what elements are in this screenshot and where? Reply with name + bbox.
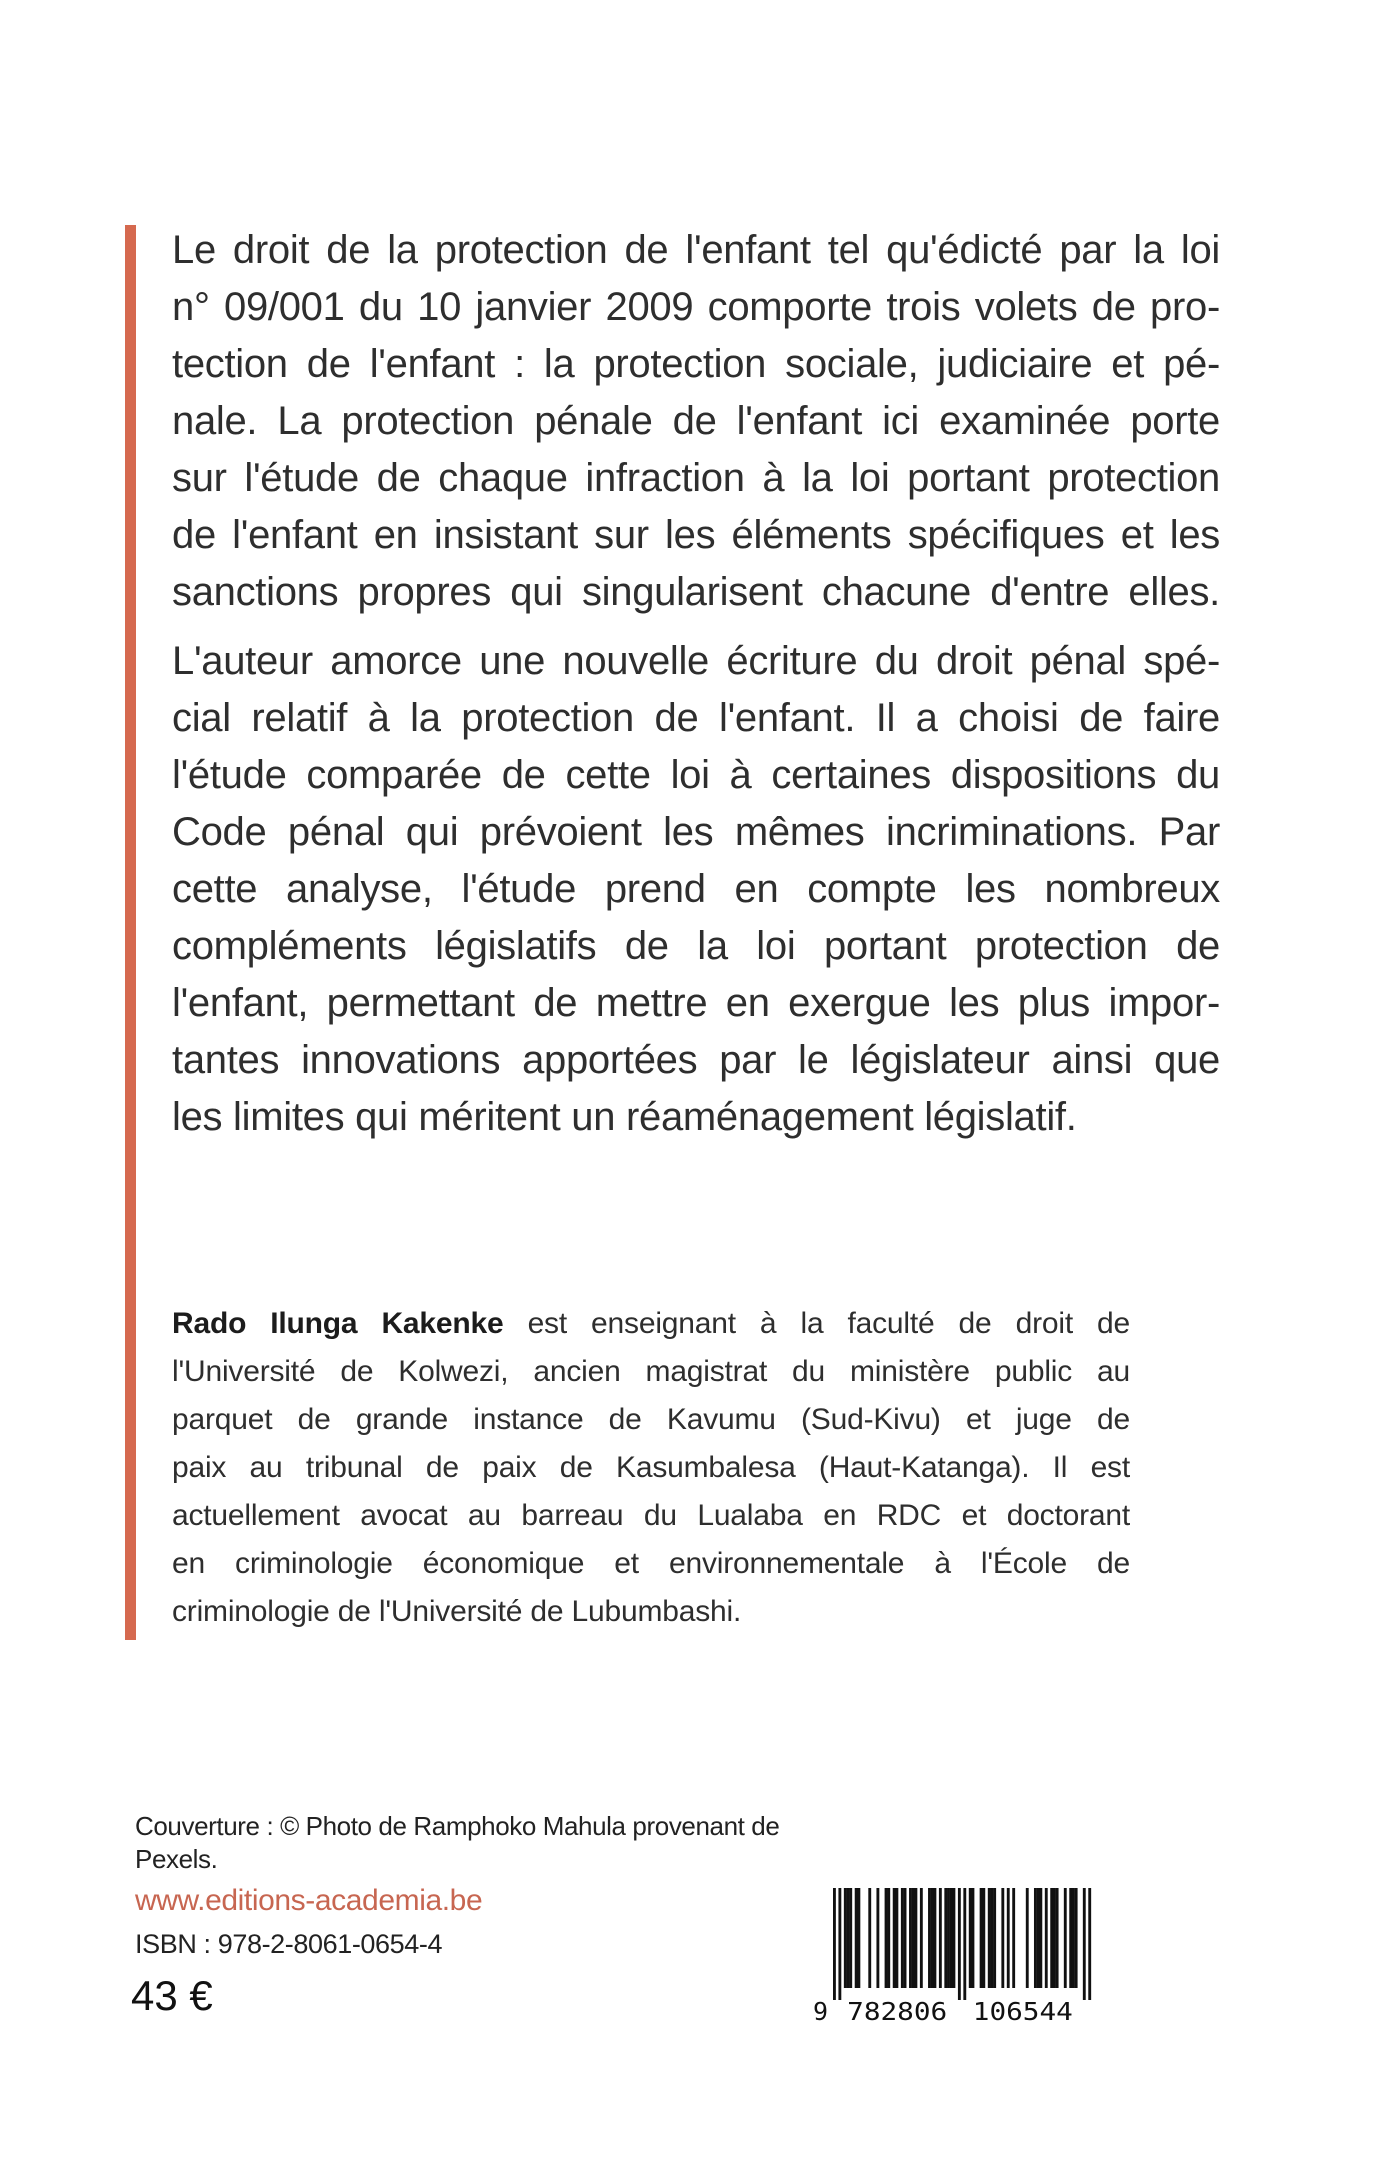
author-bio-first-line [172, 1300, 1130, 1348]
text-line: paix au tribunal de paix de Kasumbalesa (Haut-Katanga). Il est [172, 1451, 1130, 1484]
text-line: tantes innovations apportées par le législateur ainsi que [172, 1038, 1220, 1082]
text-line: n° 09/001 du 10 janvier 2009 comporte trois volets de pro- [172, 285, 1220, 329]
text-line: l'étude comparée de cette loi à certaines dispositions du [172, 753, 1220, 797]
text-line: en criminologie économique et environnementale à l'École de [172, 1547, 1130, 1580]
text-line: l'enfant, permettant de mettre en exergue les plus impor- [172, 981, 1220, 1025]
synopsis-paragraph-1 [172, 222, 1220, 621]
text-line: sanctions propres qui singularisent chacune d'entre elles. [172, 570, 1220, 614]
text-line: criminologie de l'Université de Lubumbashi. [172, 1595, 742, 1628]
text-line: L'auteur amorce une nouvelle écriture du droit pénal spé- [172, 639, 1220, 683]
text-line: Pexels. [135, 1844, 218, 1874]
text-line: cial relatif à la protection de l'enfant. Il a choisi de faire [172, 696, 1220, 740]
accent-bar [125, 225, 136, 1640]
text-line: Code pénal qui prévoient les mêmes incriminations. Par [172, 810, 1220, 854]
ean13-barcode-svg [813, 1888, 1091, 2028]
synopsis-paragraph-2 [172, 633, 1220, 1146]
barcode-digits: 106544 [972, 1997, 1073, 2026]
text-line: tection de l'enfant : la protection sociale, judiciaire et pé- [172, 342, 1220, 386]
isbn-text: ISBN : 978-2-8061-0654-4 [135, 1929, 443, 1959]
text-line: nale. La protection pénale de l'enfant ici examinée porte [172, 399, 1220, 443]
text-line: parquet de grande instance de Kavumu (Sud-Kivu) et juge de [172, 1403, 1130, 1436]
cover-photo-credit [135, 1810, 835, 1876]
publisher-website-link[interactable]: www.editions-academia.be [135, 1884, 483, 1917]
text-line: Couverture : © Photo de Ramphoko Mahula provenant de [135, 1811, 780, 1841]
text-line: de l'enfant en insistant sur les éléments spécifiques et les [172, 513, 1220, 557]
text-line: compléments législatifs de la loi portant protection de [172, 924, 1220, 968]
text-line: sur l'étude de chaque infraction à la loi portant protection [172, 456, 1220, 500]
text-line: les limites qui méritent un réaménagement législatif. [172, 1095, 1077, 1139]
author-bio [172, 1300, 1130, 1636]
text-line: cette analyse, l'étude prend en compte les nombreux [172, 867, 1220, 911]
ean13-barcode [813, 1888, 1091, 2028]
text-line: Le droit de la protection de l'enfant tel qu'édicté par la loi [172, 228, 1220, 272]
synopsis [172, 222, 1220, 1146]
text-line: l'Université de Kolwezi, ancien magistrat du ministère public au [172, 1355, 1130, 1388]
barcode-digits: 782806 [847, 1997, 948, 2026]
barcode-digits: 9 [813, 1997, 829, 2026]
price-text: 43 € [131, 1972, 213, 2019]
author-bio-first-line-rest: est enseignant à la faculté de droit de [503, 1307, 1130, 1340]
text-line: actuellement avocat au barreau du Lualaba en RDC et doctorant [172, 1499, 1130, 1532]
author-bio-lines [172, 1348, 1130, 1636]
author-name: Rado Ilunga Kakenke [172, 1307, 504, 1340]
